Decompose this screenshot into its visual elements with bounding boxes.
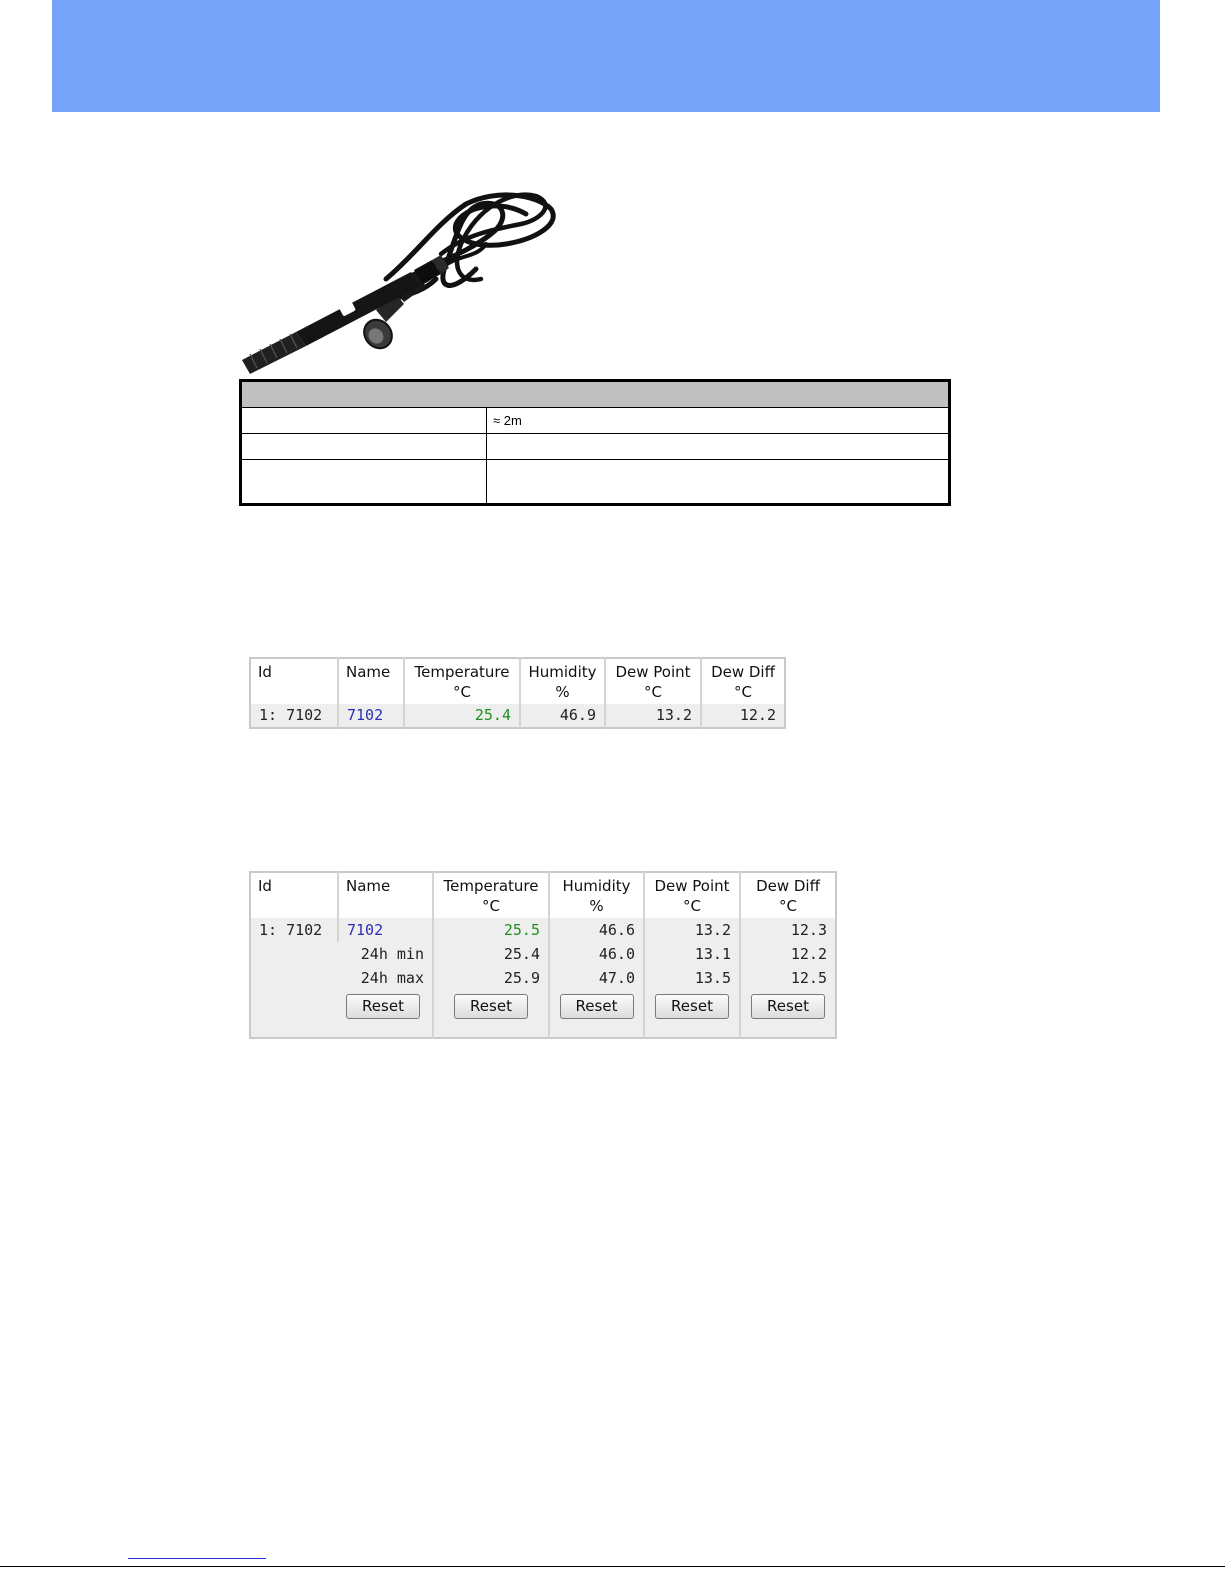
spec-row bbox=[241, 460, 950, 505]
spec-row bbox=[241, 408, 950, 434]
cell-id: 1: 7102 bbox=[250, 918, 338, 1038]
col-header-id: Id bbox=[250, 658, 338, 704]
spec-label bbox=[241, 408, 487, 434]
col-header-name: Name bbox=[338, 872, 433, 918]
header-band bbox=[52, 0, 1160, 112]
cell-dew-point-max: 13.5 bbox=[644, 966, 740, 990]
cell-id: 1: 7102 bbox=[250, 704, 338, 728]
reset-humidity-button[interactable]: Reset bbox=[560, 994, 634, 1019]
col-header-dew-point: Dew Point °C bbox=[605, 658, 701, 704]
reset-all-button[interactable]: Reset bbox=[346, 994, 420, 1019]
cell-temperature: 25.5 bbox=[433, 918, 549, 942]
col-header-humidity: Humidity % bbox=[520, 658, 605, 704]
cell-temperature-min: 25.4 bbox=[433, 942, 549, 966]
col-header-temperature: Temperature °C bbox=[404, 658, 520, 704]
cell-humidity-min: 46.0 bbox=[549, 942, 644, 966]
sensor-name-link[interactable]: 7102 bbox=[338, 918, 433, 942]
sensor-name-link[interactable]: 7102 bbox=[338, 704, 404, 728]
sensor-readings-table bbox=[249, 657, 786, 729]
col-header-dew-diff: Dew Diff °C bbox=[701, 658, 785, 704]
cell-humidity-max: 47.0 bbox=[549, 966, 644, 990]
cable-spec-table bbox=[239, 379, 951, 506]
reset-row bbox=[250, 990, 836, 1038]
cell-dew-point: 13.2 bbox=[605, 704, 701, 728]
col-header-dew-point: Dew Point °C bbox=[644, 872, 740, 918]
table-row-max bbox=[250, 966, 836, 990]
col-header-dew-diff: Dew Diff °C bbox=[740, 872, 836, 918]
cell-dew-diff: 12.3 bbox=[740, 918, 836, 942]
table-row bbox=[250, 704, 785, 728]
header-row bbox=[250, 872, 836, 918]
spec-label bbox=[241, 460, 487, 505]
spec-value bbox=[487, 434, 950, 460]
spec-row bbox=[241, 434, 950, 460]
cell-dew-point: 13.2 bbox=[644, 918, 740, 942]
spec-table-heading bbox=[241, 381, 950, 408]
cell-humidity: 46.6 bbox=[549, 918, 644, 942]
table-row-current bbox=[250, 918, 836, 942]
sensor-minmax-table bbox=[249, 871, 837, 1039]
spec-value bbox=[487, 460, 950, 505]
spec-label bbox=[241, 434, 487, 460]
col-header-temperature: Temperature °C bbox=[433, 872, 549, 918]
col-header-name: Name bbox=[338, 658, 404, 704]
reset-temperature-button[interactable]: Reset bbox=[454, 994, 528, 1019]
reset-dew-diff-button[interactable]: Reset bbox=[751, 994, 825, 1019]
col-header-id: Id bbox=[250, 872, 338, 918]
table-row-min bbox=[250, 942, 836, 966]
header-row bbox=[250, 658, 785, 704]
row-label-min: 24h min bbox=[338, 942, 433, 966]
col-header-humidity: Humidity % bbox=[549, 872, 644, 918]
sensor-probe-photo bbox=[236, 184, 566, 374]
cell-dew-diff-min: 12.2 bbox=[740, 942, 836, 966]
cell-humidity: 46.9 bbox=[520, 704, 605, 728]
footer-rule bbox=[0, 1566, 1225, 1567]
reset-dew-point-button[interactable]: Reset bbox=[655, 994, 729, 1019]
spec-value-cable-length: ≈ 2m bbox=[487, 408, 950, 434]
cell-dew-diff-max: 12.5 bbox=[740, 966, 836, 990]
cell-dew-diff: 12.2 bbox=[701, 704, 785, 728]
row-label-max: 24h max bbox=[338, 966, 433, 990]
cell-temperature: 25.4 bbox=[404, 704, 520, 728]
cell-dew-point-min: 13.1 bbox=[644, 942, 740, 966]
footer-link-underline bbox=[128, 1558, 266, 1559]
cell-temperature-max: 25.9 bbox=[433, 966, 549, 990]
